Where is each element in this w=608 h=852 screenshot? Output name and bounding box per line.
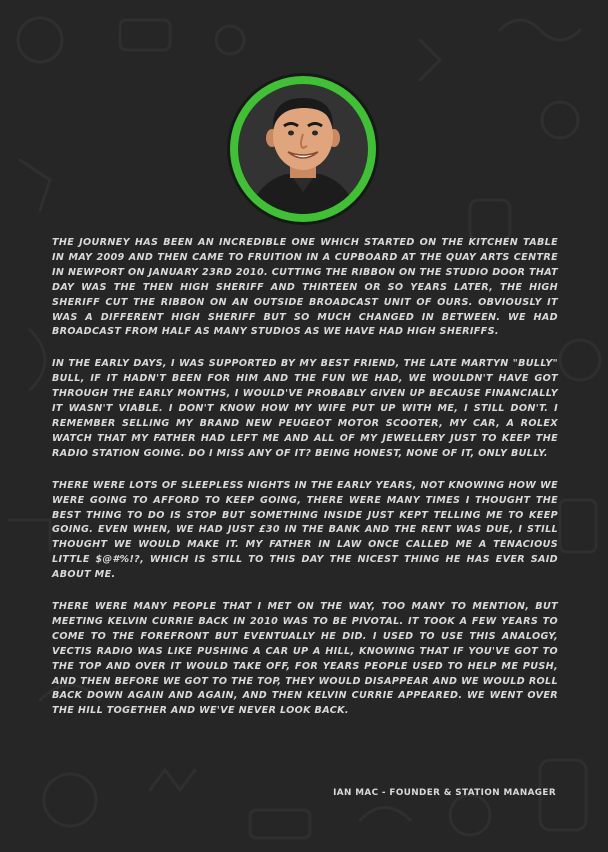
paragraph-2: IN THE EARLY DAYS, I WAS SUPPORTED BY MY BEST FRIEND, THE LATE MARTYN "BULLY" BULL, IF IT HADN'T BEEN FOR HIM AND THE FUN WE HAD, WE WOULDN'T HAVE GOT THROUGH THE EARLY MONTHS, I WOULD'VE PROBABLY GIVEN UP BECAUSE FINANCIALLY IT WASN'T VIABLE. I DON'T KNOW HOW MY WIFE PUT UP WITH ME, I STILL DON'T. I REMEMBER SELLING MY BRAND NEW PEUGEOT MOTOR SCOOTER, MY CAR, A ROLEX WATCH THAT MY FATHER HAD LEFT ME AND ALL OF MY JEWELLERY JUST TO KEEP THE RADIO STATION GOING. DO I MISS ANY OF IT? BEING HONEST, NONE OF IT, ONLY BULLY. bbox=[52, 358, 558, 459]
avatar bbox=[230, 76, 376, 222]
paragraph-3: THERE WERE LOTS OF SLEEPLESS NIGHTS IN THE EARLY YEARS, NOT KNOWING HOW WE WERE GOING TO AFFORD TO KEEP GOING, THERE WERE MANY TIMES I THOUGHT THE BEST THING TO DO IS STOP BUT SOMETHING INSIDE JUST KEPT TELLING ME TO KEEP GOING. EVEN WHEN, WE HAD JUST £30 IN THE BANK AND THE RENT WAS DUE, I STILL THOUGHT WE WOULD MAKE IT. MY FATHER IN LAW ONCE CALLED ME A TENACIOUS LITTLE $@#%!?, WHICH IS STILL TO THIS DAY THE NICEST THING HE HAS EVER SAID ABOUT ME. bbox=[52, 479, 558, 581]
paragraph-4: THERE WERE MANY PEOPLE THAT I MET ON THE WAY, TOO MANY TO MENTION, BUT MEETING KELVIN CURRIE BACK IN 2010 WAS TO BE PIVOTAL. IT TOOK A FEW YEARS TO COME TO THE FOREFRONT BUT EVENTUALLY HE DID. I USED TO USE THIS ANALOGY, VECTIS RADIO WAS LIKE PUSHING A CAR UP A HILL, KNOWING THAT IF YOU'VE GOT TO THE TOP AND OVER IT WOULD TAKE OFF, FOR YEARS PEOPLE USED TO HELP ME PUSH, AND THEN BEFORE WE GOT TO THE TOP, THEY WOULD DISAPPEAR AND WE WOULD ROLL BACK DOWN AGAIN AND AGAIN, AND THEN KELVIN CURRIE APPEARED. WE WENT OVER THE HILL TOGETHER AND WE'VE NEVER LOOK BACK. bbox=[52, 601, 558, 717]
paragraph-1: THE JOURNEY HAS BEEN AN INCREDIBLE ONE WHICH STARTED ON THE KITCHEN TABLE IN MAY 2009 AND THEN CAME TO FRUITION IN A CUPBOARD AT THE QUAY ARTS CENTRE IN NEWPORT ON JANUARY 23RD 2010. CUTTING THE RIBBON ON THE STUDIO DOOR THAT DAY WAS THE THEN HIGH SHERIFF AND THIRTEEN OR SO YEARS LATER, THE HIGH SHERIFF CUT THE RIBBON ON AN OUTSIDE BROADCAST UNIT OF OURS. OBVIOUSLY IT WAS A DIFFERENT HIGH SHERIFF BUT SO MUCH CHANGED IN BETWEEN. WE HAD BROADCAST FROM HALF AS MANY STUDIOS AS WE HAVE HAD HIGH SHERIFFS. bbox=[52, 237, 558, 338]
signature: IAN MAC - FOUNDER & STATION MANAGER bbox=[333, 788, 556, 798]
portrait-illustration bbox=[238, 84, 368, 214]
story-text bbox=[52, 236, 558, 736]
